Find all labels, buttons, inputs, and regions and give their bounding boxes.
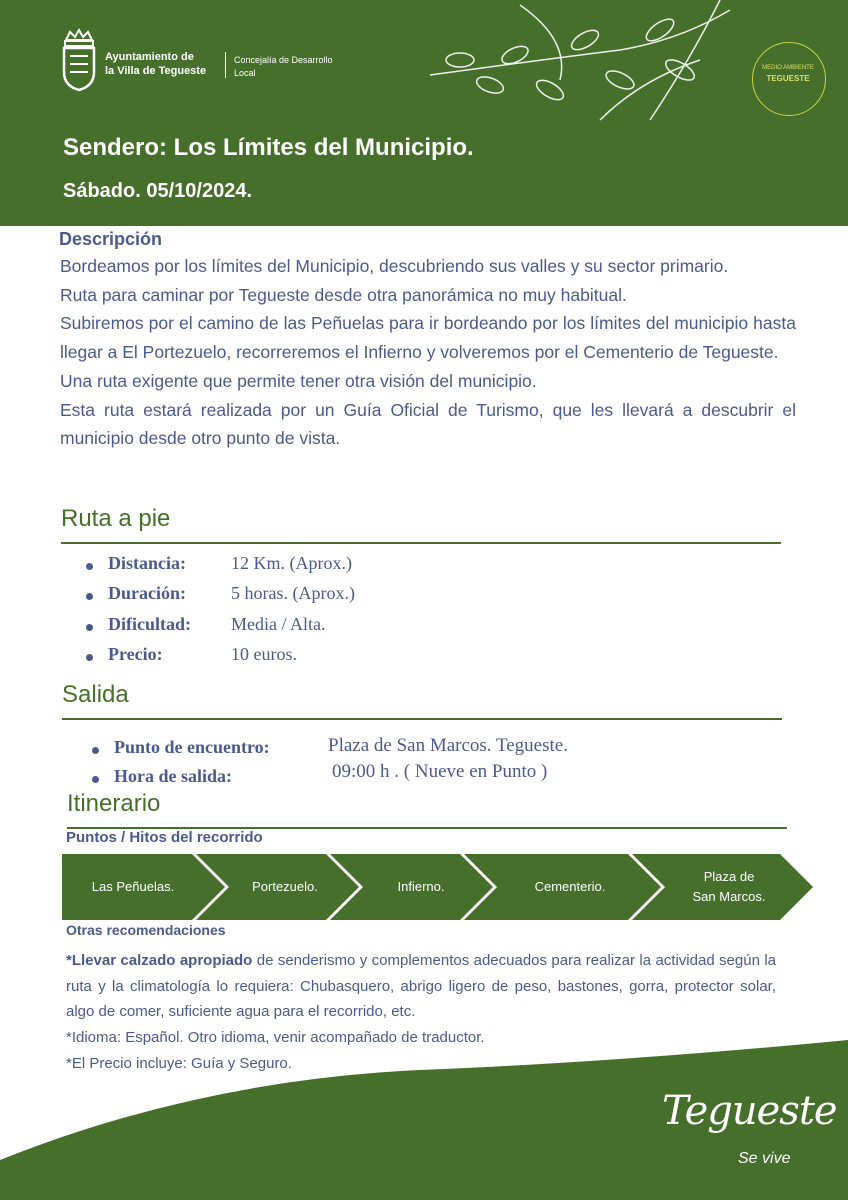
itinerary-step-2: Portezuelo. [252,879,318,894]
bullet-icon [92,776,99,783]
route-details-list [86,553,586,673]
bullet-icon [86,593,93,600]
route-section-title: Ruta a pie [61,505,171,532]
detail-value: 10 euros. [231,644,297,664]
recommendation-language: *Idioma: Español. Otro idioma, venir acompañado de traductor. [66,1029,485,1047]
org-line-2: la Villa de Tegueste [105,65,207,77]
recommendations-heading: Otras recomendaciones [66,922,226,938]
tegueste-logo: Tegueste [662,1088,837,1134]
badge-subtitle: MEDIO AMBIENTE [762,65,814,71]
recommendation-price-includes: *El Precio incluye: Guía y Seguro. [66,1054,292,1072]
detail-label: Duración: [108,583,186,603]
itinerary-step-5-line-1: Plaza de [703,869,755,884]
department-name [234,54,333,80]
description-paragraph: Ruta para caminar por Tegueste desde otra panorámica no muy habitual. [60,284,627,305]
municipality-name [105,50,206,78]
recommendation-bold-lead: *Llevar calzado apropiado [66,952,253,969]
detail-label: Dificultad: [108,614,191,634]
page-title: Sendero: Los Límites del Municipio. [63,134,474,161]
detail-label: Punto de encuentro: [114,737,270,757]
olive-branch-illustration [420,0,740,125]
recommendation-footwear [66,948,776,1025]
detail-label: Precio: [108,644,163,664]
coat-of-arms-icon [60,28,98,92]
bullet-icon [86,654,93,661]
recommendation-rest: de senderismo y complementos adecuados para realizar la actividad según la ruta y la climatología lo requiera: Chubasquero, abrigo ligero de peso, bastones, gorra, protector solar, algo de comer, suficiente agua para el recorrido, etc. [66,952,776,1021]
org-line-1: Ayuntamiento de [105,51,194,63]
itinerary-step-5-line-2: San Marcos. [692,889,766,904]
logo-tagline: Se vive [738,1150,791,1167]
divider [225,52,226,78]
description-paragraph: Una ruta exigente que permite tener otra visión del municipio. [60,370,537,391]
section-divider [61,542,781,544]
departure-details-list [92,737,692,797]
detail-value: 5 horas. (Aprox.) [231,583,355,603]
description-paragraph: Esta ruta estará realizada por un Guía Oficial de Turismo, que les llevará a descubrir el municipio desde otro punto de vista. [60,399,796,449]
bullet-icon [86,563,93,570]
departure-section-title: Salida [62,681,129,708]
detail-value: Plaza de San Marcos. Tegueste. [328,735,568,756]
itinerary-step-5 [664,867,794,907]
itinerary-step-1: Las Peñuelas. [91,879,175,894]
detail-value: Media / Alta. [231,614,326,634]
detail-value: 12 Km. (Aprox.) [231,553,352,573]
bullet-icon [92,747,99,754]
bullet-icon [86,624,93,631]
detail-label: Hora de salida: [114,766,233,786]
dept-line-2: Local [234,68,256,78]
dept-line-1: Concejalía de Desarrollo [234,55,333,65]
itinerary-section-title: Itinerario [67,790,161,817]
itinerary-step-4: Cementerio. [534,879,606,894]
badge-title: TEGUESTE [766,74,810,83]
description-body [60,252,796,453]
detail-value: 09:00 h . ( Nueve en Punto ) [332,761,548,782]
section-divider [62,718,782,720]
itinerary-step-3: Infierno. [397,879,445,894]
event-date: Sábado. 05/10/2024. [63,180,253,202]
description-paragraph: Subiremos por el camino de las Peñuelas para ir bordeando por los límites del municipio hasta llegar a El Portezuelo, recorreremos el Infierno y volveremos por el Cementerio de Tegueste. [60,313,796,363]
detail-label: Distancia: [108,553,186,573]
description-paragraph: Bordeamos por los límites del Municipio, descubriendo sus valles y su sector primario. [60,256,729,276]
itinerary-subtitle: Puntos / Hitos del recorrido [66,829,263,846]
description-heading: Descripción [59,229,163,249]
